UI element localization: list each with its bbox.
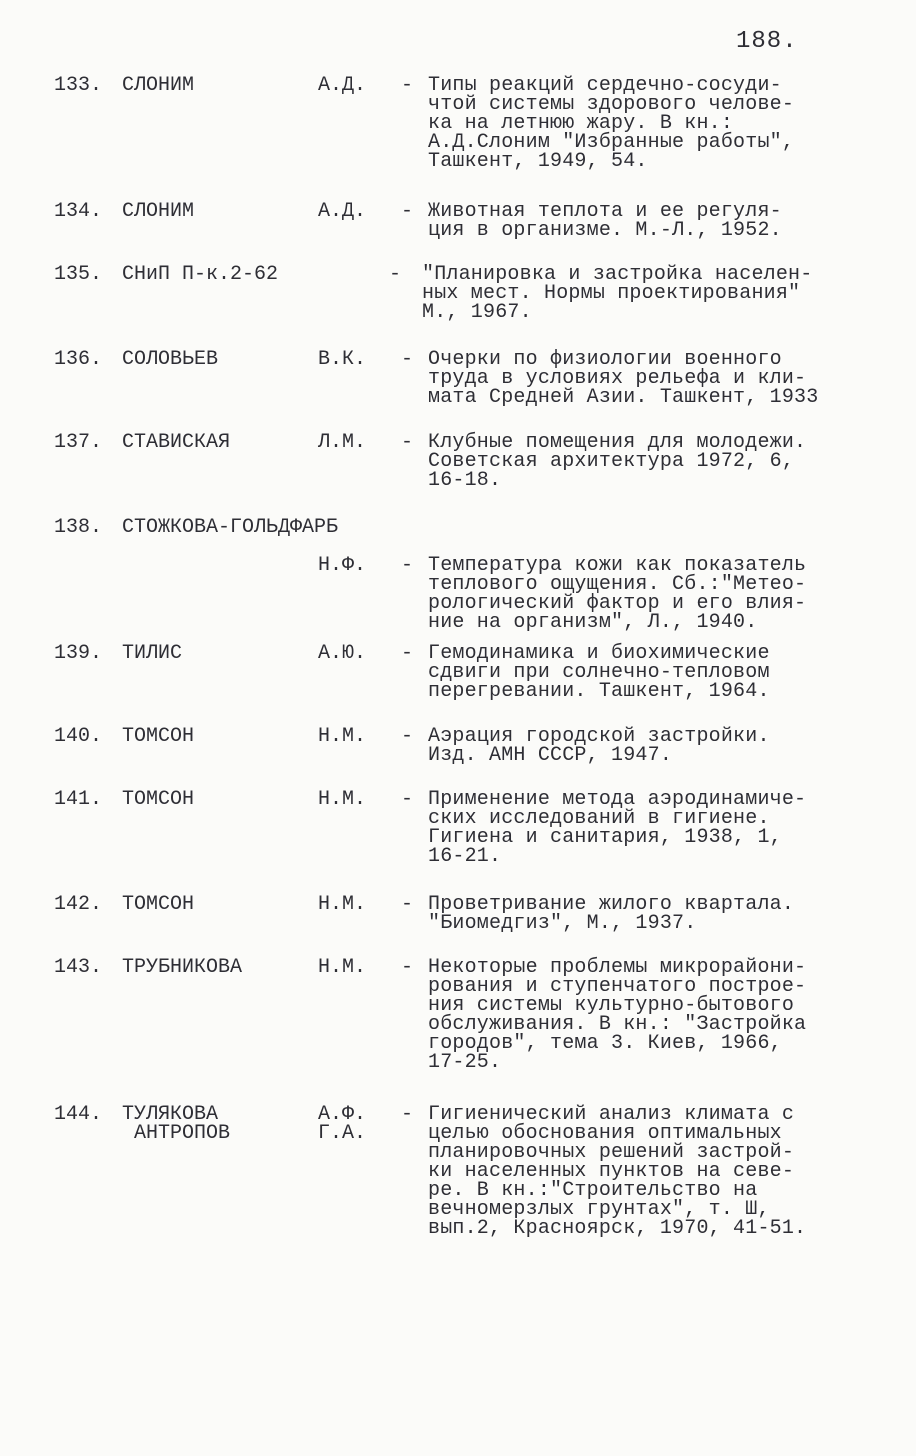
author-surname: ТОМСОН	[122, 788, 195, 811]
entry-dash: -	[401, 74, 414, 97]
entry-number: 144.	[54, 1103, 103, 1126]
author-surname: СОЛОВЬЕВ	[122, 348, 219, 371]
citation-line: М., 1967.	[422, 301, 532, 324]
entry-dash: -	[401, 200, 414, 223]
author-initial: В.К.	[318, 348, 367, 371]
citation-line: ных мест. Нормы проектирования"	[422, 282, 801, 305]
entry-dash: -	[401, 956, 414, 979]
citation-line: городов", тема 3. Киев, 1966,	[428, 1032, 782, 1055]
citation-line: ция в организме. М.-Л., 1952.	[428, 219, 782, 242]
author-initials	[318, 895, 366, 914]
citation-line: вып.2, Красноярск, 1970, 41-51.	[428, 1217, 807, 1240]
entry-dash: -	[401, 348, 414, 371]
page-number: 188.	[736, 28, 798, 55]
entry-number: 142.	[54, 893, 103, 916]
entry-citation	[428, 350, 818, 407]
citation-line: Изд. АМН СССР, 1947.	[428, 744, 673, 767]
author-initial: А.Ю.	[318, 642, 367, 665]
author-surnames	[122, 958, 242, 977]
entry-number: 134.	[54, 200, 103, 223]
citation-line: Типы реакций сердечно-сосуди-	[428, 74, 782, 97]
author-surnames	[122, 350, 218, 369]
entry-dash: -	[401, 893, 414, 916]
author-surnames	[122, 644, 182, 663]
author-surnames	[122, 202, 194, 221]
entry-citation	[428, 790, 806, 866]
author-surname: СТОЖКОВА-ГОЛЬДФАРБ	[122, 516, 339, 539]
entry-dash: -	[401, 788, 414, 811]
entry-citation	[428, 895, 794, 933]
citation-line: 16-18.	[428, 469, 502, 492]
author-surnames	[122, 433, 230, 452]
entry-number: 143.	[54, 956, 103, 979]
author-surnames	[122, 790, 194, 809]
author-surname: СНиП П-к.2-62	[122, 263, 279, 286]
citation-line: ние на организм", Л., 1940.	[428, 611, 758, 634]
citation-line: рования и ступенчатого построе-	[428, 975, 807, 998]
entry-citation	[428, 202, 782, 240]
author-initials	[318, 1105, 366, 1143]
author-initials	[318, 202, 366, 221]
entry-citation	[428, 958, 806, 1072]
author-surnames	[122, 76, 194, 95]
entry-dash: -	[401, 642, 414, 665]
citation-line: Некоторые проблемы микрорайони-	[428, 956, 807, 979]
citation-line: Очерки по физиологии военного	[428, 348, 782, 371]
citation-line: Температура кожи как показатель	[428, 554, 807, 577]
author-surname: АНТРОПОВ	[134, 1122, 231, 1145]
author-surnames	[122, 1105, 230, 1143]
citation-line: труда в условиях рельефа и кли-	[428, 367, 807, 390]
citation-line: планировочных решений застрой-	[428, 1141, 795, 1164]
entry-dash: -	[389, 263, 402, 286]
citation-line: вечномерзлых грунтах", т. Ш,	[428, 1198, 770, 1221]
entry-citation	[428, 644, 770, 701]
citation-line: чтой системы здорового челове-	[428, 93, 795, 116]
entry-citation	[428, 76, 794, 171]
author-initials	[318, 350, 366, 369]
citation-line: рологический фактор и его влия-	[428, 592, 807, 615]
citation-line: Гигиенический анализ климата с	[428, 1103, 795, 1126]
citation-line: перегревании. Ташкент, 1964.	[428, 680, 770, 703]
author-initial: Н.Ф.	[318, 554, 367, 577]
citation-line: Аэрация городской застройки.	[428, 725, 770, 748]
entry-dash: -	[401, 1103, 414, 1126]
entry-citation	[428, 1105, 806, 1238]
author-initial: Н.М.	[318, 956, 367, 979]
entry-number: 137.	[54, 431, 103, 454]
citation-line: "Планировка и застройка населен-	[422, 263, 813, 286]
entry-number: 140.	[54, 725, 103, 748]
author-initial	[318, 518, 366, 537]
author-initial: Г.А.	[318, 1122, 367, 1145]
entry-citation	[428, 433, 806, 490]
author-initial: А.Д.	[318, 200, 367, 223]
citation-line: сдвиги при солнечно-тепловом	[428, 661, 770, 684]
author-surname: ТРУБНИКОВА	[122, 956, 243, 979]
citation-line: Ташкент, 1949, 54.	[428, 150, 648, 173]
citation-line: ния системы культурно-бытового	[428, 994, 795, 1017]
citation-line: Клубные помещения для молодежи.	[428, 431, 807, 454]
entry-citation	[428, 727, 770, 765]
citation-line: ских исследований в гигиене.	[428, 807, 770, 830]
entry-dash: -	[401, 554, 414, 577]
citation-line: Проветривание жилого квартала.	[428, 893, 795, 916]
author-initial: Н.М.	[318, 893, 367, 916]
entry-number: 135.	[54, 263, 103, 286]
citation-line: теплового ощущения. Сб.:"Метео-	[428, 573, 807, 596]
author-initials	[318, 76, 366, 95]
author-surname: ТОМСОН	[122, 893, 195, 916]
author-surnames	[122, 265, 278, 284]
author-initial: Н.М.	[318, 725, 367, 748]
author-surname: ТИЛИС	[122, 642, 183, 665]
citation-line: "Биомедгиз", М., 1937.	[428, 912, 697, 935]
author-initial: Л.М.	[318, 431, 367, 454]
author-initials	[318, 433, 366, 452]
entry-citation	[422, 265, 812, 322]
citation-line: ки населенных пунктов на севе-	[428, 1160, 795, 1183]
citation-line: 17-25.	[428, 1051, 502, 1074]
author-surnames	[122, 895, 194, 914]
entry-number: 133.	[54, 74, 103, 97]
author-surname: ТОМСОН	[122, 725, 195, 748]
entry-number: 139.	[54, 642, 103, 665]
citation-line: ре. В кн.:"Строительство на	[428, 1179, 758, 1202]
author-surname: СЛОНИМ	[122, 74, 195, 97]
citation-line: Советская архитектура 1972, 6,	[428, 450, 795, 473]
citation-line: Гемодинамика и биохимические	[428, 642, 770, 665]
citation-line: целью обоснования оптимальных	[428, 1122, 782, 1145]
author-surnames	[122, 518, 338, 537]
entry-citation	[428, 556, 806, 632]
author-initial: Н.М.	[318, 788, 367, 811]
author-initials	[318, 790, 366, 809]
citation-line: Гигиена и санитария, 1938, 1,	[428, 826, 782, 849]
entry-dash: -	[401, 431, 414, 454]
author-initials	[318, 958, 366, 977]
citation-line: Животная теплота и ее регуля-	[428, 200, 782, 223]
author-initials	[318, 644, 366, 663]
citation-line: мата Средней Азии. Ташкент, 1933	[428, 386, 819, 409]
citation-line: А.Д.Слоним "Избранные работы",	[428, 131, 795, 154]
author-initials	[318, 518, 366, 575]
citation-line: Применение метода аэродинамиче-	[428, 788, 807, 811]
entry-number: 136.	[54, 348, 103, 371]
citation-line: 16-21.	[428, 845, 502, 868]
author-initial: А.Ф.	[318, 1103, 367, 1126]
citation-line: обслуживания. В кн.: "Застройка	[428, 1013, 807, 1036]
author-surname: ТУЛЯКОВА	[122, 1103, 219, 1126]
entry-number: 138.	[54, 516, 103, 539]
entry-dash: -	[401, 725, 414, 748]
author-initial: А.Д.	[318, 74, 367, 97]
author-surname: СТАВИСКАЯ	[122, 431, 231, 454]
entry-number: 141.	[54, 788, 103, 811]
author-surname: СЛОНИМ	[122, 200, 195, 223]
author-initials	[318, 727, 366, 746]
author-surnames	[122, 727, 194, 746]
citation-line: ка на летнюю жару. В кн.:	[428, 112, 734, 135]
